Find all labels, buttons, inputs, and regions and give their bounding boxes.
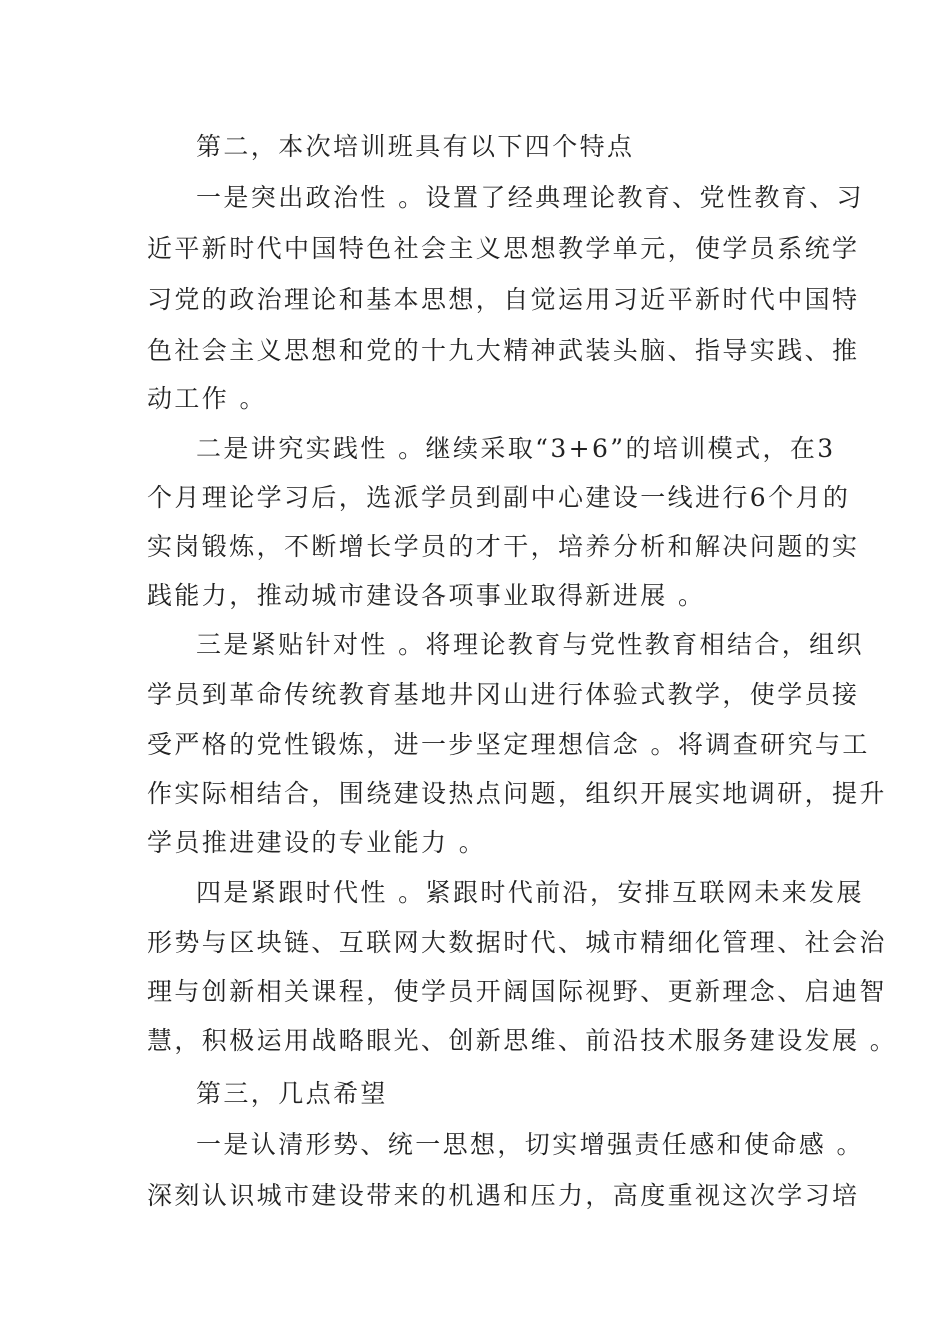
paragraph-line: 受严格的党性锻炼，进一步坚定理想信念 。将调查研究与工 [147, 730, 870, 759]
paragraph-line: 慧，积极运用战略眼光、创新思维、前沿技术服务建设发展 。 [147, 1026, 898, 1055]
paragraph-line: 实岗锻炼，不断增长学员的才干，培养分析和解决问题的实 [147, 532, 860, 561]
paragraph-line: 二是讲究实践性 。继续采取“3+6”的培训模式，在3 [196, 434, 836, 463]
paragraph-line: 深刻认识城市建设带来的机遇和压力，高度重视这次学习培 [147, 1181, 860, 1210]
paragraph-line: 一是认清形势、统一思想，切实增强责任感和使命感 。 [196, 1130, 864, 1159]
paragraph-line: 践能力，推动城市建设各项事业取得新进展 。 [147, 581, 706, 610]
paragraph-line: 四是紧跟时代性 。紧跟时代前沿，安排互联网未来发展 [196, 878, 864, 907]
section-heading-hopes: 第三，几点希望 [196, 1079, 388, 1108]
paragraph-line: 动工作 。 [147, 384, 267, 413]
paragraph-line: 色社会主义思想和党的十九大精神武装头脑、指导实践、推 [147, 336, 860, 365]
paragraph-line: 学员到革命传统教育基地井冈山进行体验式教学，使学员接 [147, 680, 860, 709]
paragraph-line: 学员推进建设的专业能力 。 [147, 828, 487, 857]
paragraph-line: 理与创新相关课程，使学员开阔国际视野、更新理念、启迪智 [147, 977, 887, 1006]
paragraph-line: 近平新时代中国特色社会主义思想教学单元，使学员系统学 [147, 234, 860, 263]
section-heading-features: 第二，本次培训班具有以下四个特点 [196, 132, 635, 161]
paragraph-line: 作实际相结合，围绕建设热点问题，组织开展实地调研，提升 [147, 779, 887, 808]
paragraph-line: 三是紧贴针对性 。将理论教育与党性教育相结合，组织 [196, 630, 864, 659]
paragraph-line: 形势与区块链、互联网大数据时代、城市精细化管理、社会治 [147, 928, 887, 957]
paragraph-line: 个月理论学习后，选派学员到副中心建设一线进行6个月的 [147, 483, 851, 512]
paragraph-line: 习党的政治理论和基本思想，自觉运用习近平新时代中国特 [147, 285, 860, 314]
paragraph-line: 一是突出政治性 。设置了经典理论教育、党性教育、习 [196, 183, 864, 212]
